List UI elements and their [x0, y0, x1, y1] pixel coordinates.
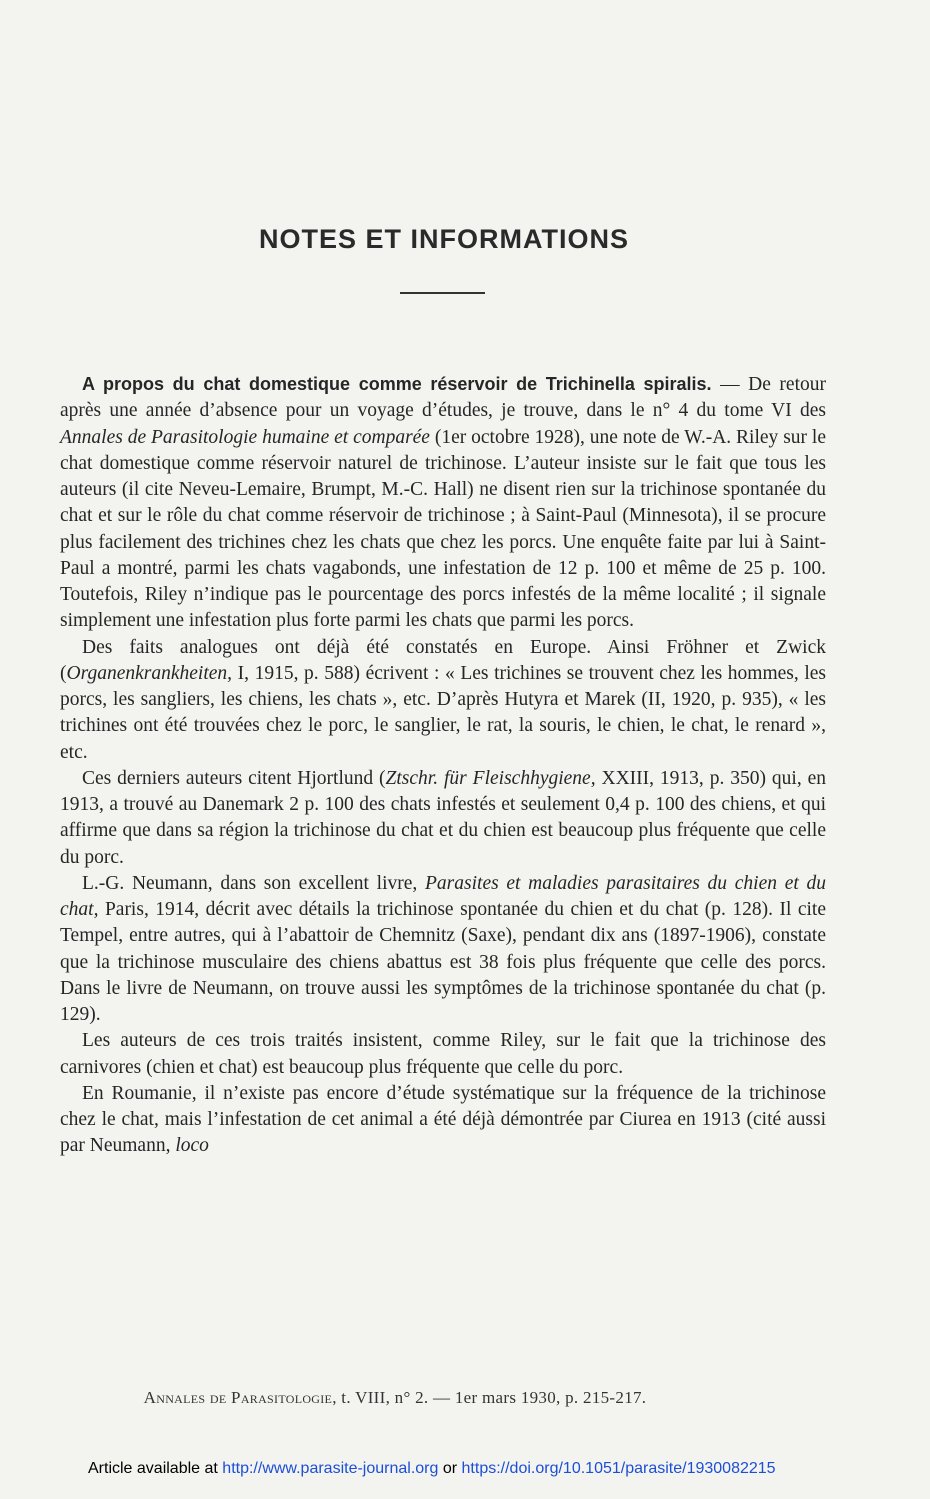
section-heading: NOTES ET INFORMATIONS: [259, 224, 629, 254]
paragraph-1: [60, 371, 826, 635]
journal-link[interactable]: http://www.parasite-journal.org: [222, 1460, 439, 1477]
availability-middle: or: [438, 1460, 462, 1477]
paragraph-3-text-b: XXIII, 1913, p. 350) qui, en 1913, a trouvé au Danemark 2 p. 100 des chats infestés et seulement 0,4 p. 100 des chiens, et qui affirme que dans sa région la trichinose du chat et du chien est beaucoup plus fréquente que celle du porc.: [60, 767, 827, 868]
latin-term: loco: [175, 1135, 209, 1157]
availability-prefix: Article available at: [88, 1460, 223, 1477]
paragraph-1-text-a: — De retour après une année d’absence pour un voyage d’études, je trouve, dans le n° 4 du tome VI des: [60, 374, 826, 422]
availability-note: [88, 1460, 776, 1478]
article-body: [60, 371, 826, 1160]
paragraph-1-text-b: (1er octobre 1928), une note de W.-A. Riley sur le chat domestique comme réservoir naturel de trichinose. L’auteur insiste sur le fait que tous les auteurs (il cite Neveu-Lemaire, Brumpt, M.-C. Hall) ne disent rien sur la trichinose spontanée du chat et sur le rôle du chat comme réservoir de trichinose ; à Saint-Paul (Minnesota), il se procure plus facilement des trichines chez les chats que chez les porcs. Une enquête faite par lui à Saint-Paul a montré, parmi les chats vagabonds, une infestation de 12 p. 100 et même de 25 p. 100. Toutefois, Riley n’indique pas le pourcentage des porcs infestés de la même localité ; il signale simplement une infestation plus forte parmi les chats que parmi les porcs.: [60, 426, 826, 632]
journal-citation-name: Annales de Parasitologie: [143, 1388, 333, 1407]
paragraph-3: [60, 766, 826, 871]
doi-link[interactable]: https://doi.org/10.1051/parasite/1930082215: [461, 1460, 776, 1477]
paragraph-5: Les auteurs de ces trois traités insistent, comme Riley, sur le fait que la trichinose des carnivores (chien et chat) est beaucoup plus fréquente que celle du porc.: [60, 1030, 826, 1078]
journal-citation: [0, 1388, 790, 1408]
paragraph-2-text-b: I, 1915, p. 588) écrivent : « Les trichines se trouvent chez les hommes, les porcs, les sangliers, les chiens, les chats », etc. D’après Hutyra et Marek (II, 1920, p. 935), « les trichines ont été trouvées chez le porc, le sanglier, le rat, la souris, le chien, le chat, le renard », etc.: [60, 662, 826, 763]
journal-name: Annales de Parasitologie humaine et comparée: [60, 426, 430, 448]
paragraph-4: [60, 871, 826, 1029]
paragraph-6: [60, 1081, 826, 1160]
paragraph-4-text-a: L.-G. Neumann, dans son excellent livre,: [82, 872, 426, 894]
paragraph-4-text-b: Paris, 1914, décrit avec détails la trichinose spontanée du chien et du chat (p. 128). Il cite Tempel, entre autres, qui à l’abattoir de Chemnitz (Saxe), pendant dix ans (1897-1906), constate que la trichinose musculaire des chiens abattus est 38 fois plus fréquente que celle des porcs. Dans le livre de Neumann, on trouve aussi les symptômes de la trichinose spontanée du chat (p. 129).: [60, 899, 826, 1025]
paragraph-2: [60, 635, 826, 766]
paragraph-6-text-a: En Roumanie, il n’existe pas encore d’étude systématique sur la fréquence de la trichinose chez le chat, mais l’infestation de cet animal a été déjà démontrée par Ciurea en 1913 (cité aussi par Neumann,: [60, 1082, 826, 1157]
journal-citation-details: , t. VIII, n° 2. — 1er mars 1930, p. 215-217.: [332, 1388, 647, 1407]
reference-title: Ztschr. für Fleischhygiene,: [385, 767, 596, 789]
paragraph-3-text-a: Ces derniers auteurs citent Hjortlund (: [82, 767, 386, 789]
book-title: Parasites et maladies parasitaires du chien et du chat,: [60, 872, 826, 920]
paragraph-2-text-a: Des faits analogues ont déjà été constatés en Europe. Ainsi Fröhner et Zwick (: [60, 636, 826, 684]
heading-divider: [400, 292, 485, 294]
article-title: A propos du chat domestique comme réservoir de Trichinella spiralis.: [82, 374, 712, 394]
reference-title: Organenkrankheiten,: [66, 662, 233, 684]
